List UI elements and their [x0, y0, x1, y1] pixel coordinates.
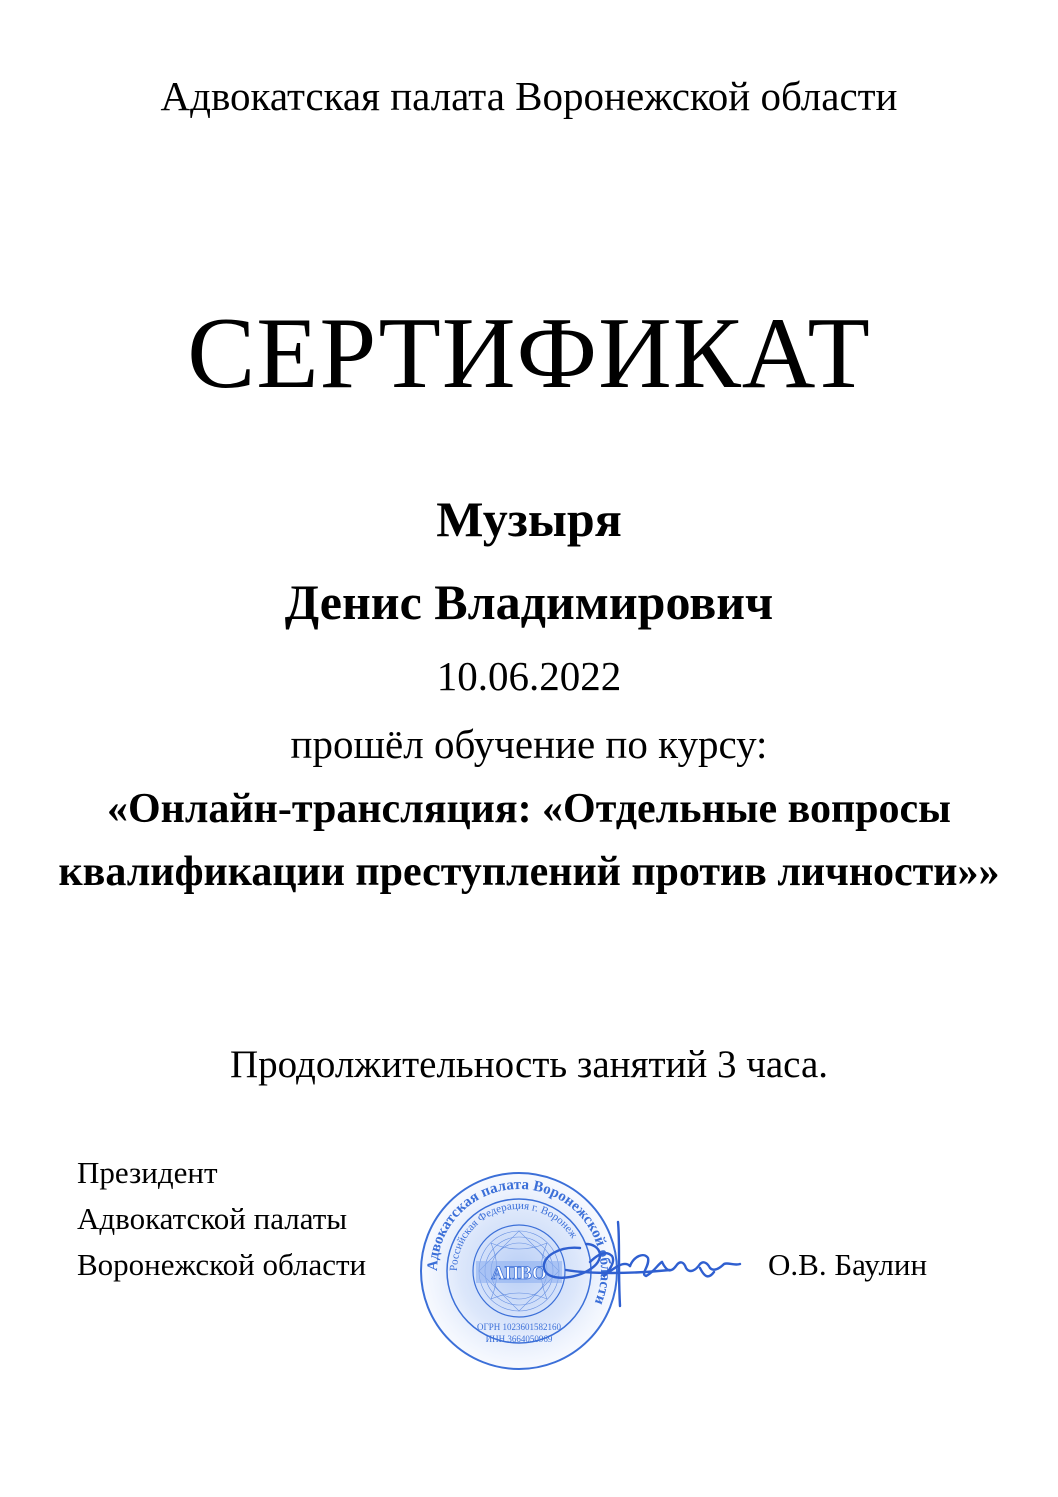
completion-text: прошёл обучение по курсу:	[290, 721, 768, 767]
organization-header: Адвокатская палата Воронежской области	[160, 73, 898, 119]
recipient-surname: Музыря	[436, 491, 622, 547]
signatory-position	[77, 1150, 366, 1288]
signatory-position-line-3: Воронежской области	[77, 1247, 367, 1282]
signatory-position-line-2: Адвокатской палаты	[77, 1201, 348, 1236]
course-title: «Онлайн-трансляция: «Отдельные вопросы квалификации преступлений против личности»»	[58, 786, 1000, 895]
signatory-name: О.В. Баулин	[768, 1247, 928, 1282]
seal-outer-text: Адвокатская палата Воронежской области	[424, 1176, 614, 1307]
recipient-given-names: Денис Владимирович	[284, 574, 774, 630]
duration-text: Продолжительность занятий 3 часа.	[229, 1043, 829, 1086]
issue-date: 10.06.2022	[436, 653, 622, 699]
seal-inner-text: Российская Федерация г. Воронеж	[447, 1199, 580, 1272]
seal-ogrn: ОГРН 1023601582160	[477, 1322, 561, 1332]
seal-center-text: АПВО	[491, 1263, 547, 1284]
certificate-title: СЕРТИФИКАТ	[187, 297, 871, 410]
seal-inn: ИНН 3664050969	[485, 1334, 553, 1344]
handwritten-signature	[520, 1210, 760, 1320]
signatory-position-line-1: Президент	[77, 1155, 218, 1190]
